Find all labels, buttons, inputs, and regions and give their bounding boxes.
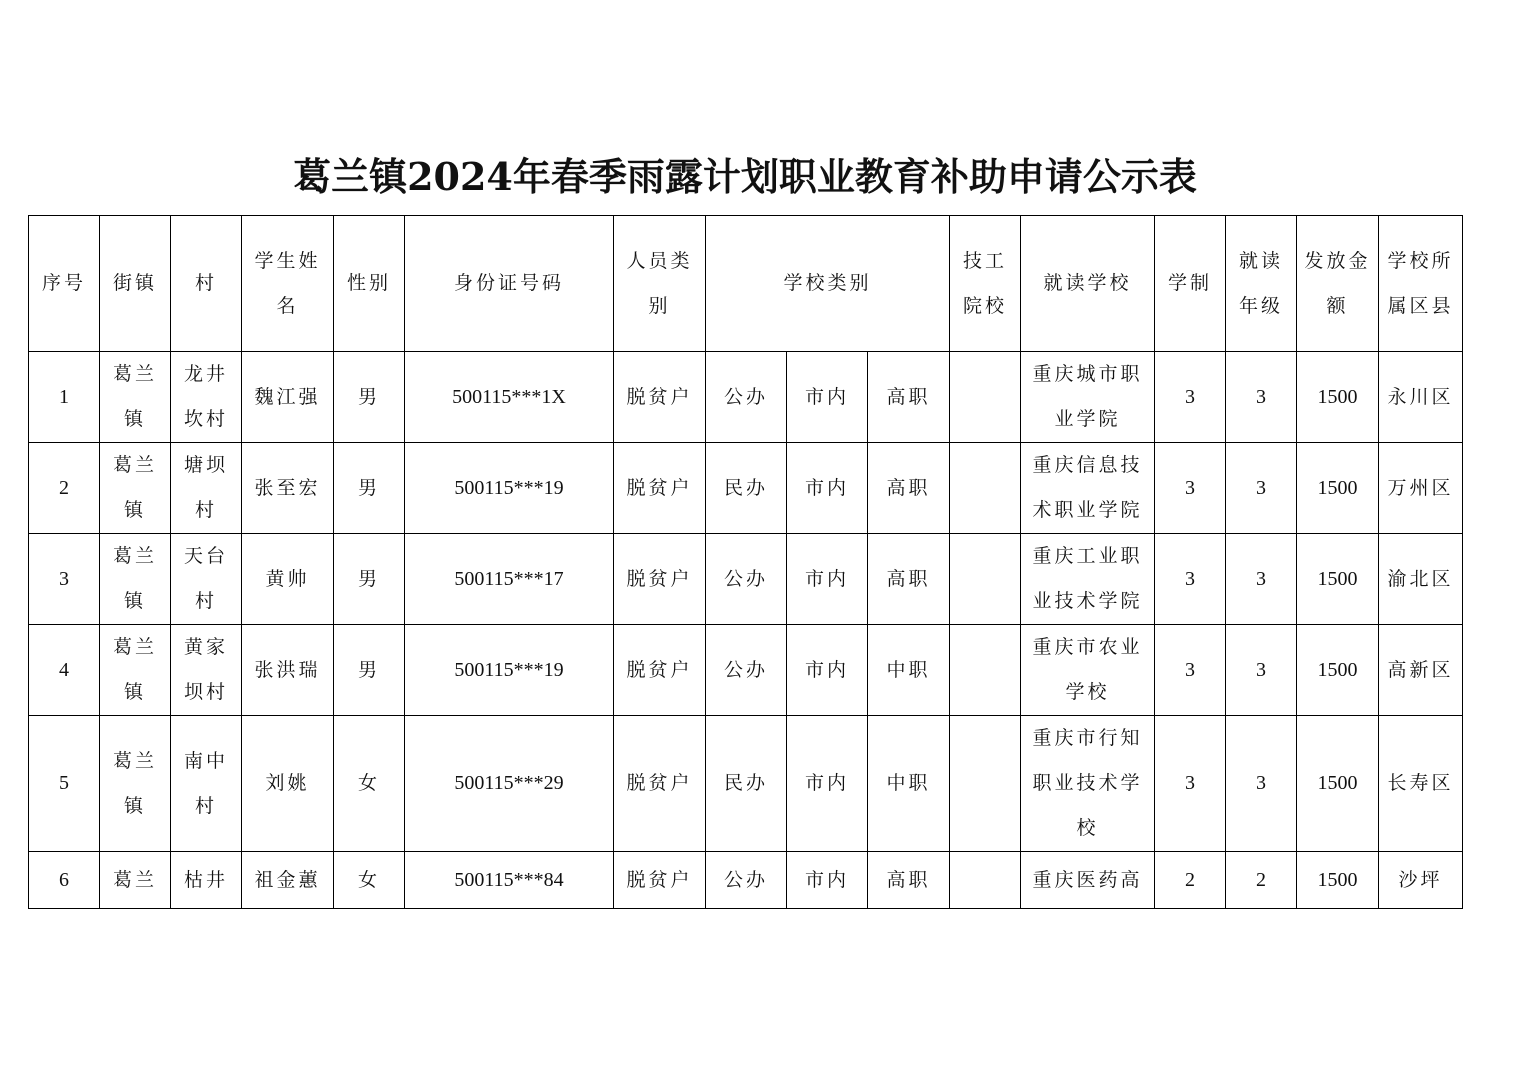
header-school-type: 学校类别 [706,216,950,352]
cell-person-type: 脱贫户 [614,352,706,443]
cell-technical [950,716,1021,852]
cell-name: 黄帅 [242,534,334,625]
cell-person-type: 脱贫户 [614,534,706,625]
cell-name: 祖金蕙 [242,852,334,909]
table-row [29,443,1463,534]
cell-gender: 女 [334,852,405,909]
cell-duration: 3 [1155,443,1226,534]
cell-ownership: 公办 [706,352,787,443]
cell-duration: 3 [1155,534,1226,625]
table-row [29,352,1463,443]
header-town: 街镇 [100,216,171,352]
cell-town: 葛兰镇 [100,443,171,534]
cell-location: 市内 [787,534,868,625]
header-amount: 发放金额 [1297,216,1379,352]
cell-grade: 3 [1226,443,1297,534]
cell-level: 高职 [868,443,950,534]
cell-town: 葛兰镇 [100,352,171,443]
cell-school: 重庆市行知职业技术学校 [1021,716,1155,852]
header-id-number: 身份证号码 [405,216,614,352]
cell-district: 高新区 [1379,625,1463,716]
header-grade: 就读年级 [1226,216,1297,352]
cell-ownership: 公办 [706,534,787,625]
cell-person-type: 脱贫户 [614,852,706,909]
cell-seq: 6 [29,852,100,909]
cell-gender: 女 [334,716,405,852]
header-student-name: 学生姓名 [242,216,334,352]
cell-duration: 2 [1155,852,1226,909]
cell-seq: 5 [29,716,100,852]
cell-village: 天台村 [171,534,242,625]
cell-town: 葛兰 [100,852,171,909]
table-row [29,534,1463,625]
table-row [29,716,1463,852]
cell-person-type: 脱贫户 [614,716,706,852]
cell-technical [950,534,1021,625]
cell-location: 市内 [787,852,868,909]
cell-location: 市内 [787,352,868,443]
cell-school: 重庆城市职业学院 [1021,352,1155,443]
cell-amount: 1500 [1297,625,1379,716]
header-row [29,216,1463,352]
subsidy-table [28,215,1463,909]
cell-school: 重庆工业职业技术学院 [1021,534,1155,625]
cell-technical [950,352,1021,443]
cell-village: 黄家坝村 [171,625,242,716]
table-row [29,625,1463,716]
header-gender: 性别 [334,216,405,352]
cell-seq: 4 [29,625,100,716]
cell-gender: 男 [334,352,405,443]
cell-school: 重庆医药高 [1021,852,1155,909]
cell-village: 南中村 [171,716,242,852]
cell-district: 长寿区 [1379,716,1463,852]
cell-amount: 1500 [1297,716,1379,852]
header-village: 村 [171,216,242,352]
cell-school: 重庆市农业学校 [1021,625,1155,716]
cell-location: 市内 [787,716,868,852]
table-row [29,852,1463,909]
cell-id: 500115***17 [405,534,614,625]
cell-grade: 3 [1226,716,1297,852]
cell-id: 500115***29 [405,716,614,852]
cell-ownership: 公办 [706,852,787,909]
cell-grade: 3 [1226,352,1297,443]
cell-seq: 2 [29,443,100,534]
cell-district: 万州区 [1379,443,1463,534]
cell-id: 500115***19 [405,443,614,534]
cell-grade: 3 [1226,625,1297,716]
cell-duration: 3 [1155,625,1226,716]
cell-location: 市内 [787,443,868,534]
header-person-type: 人员类别 [614,216,706,352]
cell-seq: 3 [29,534,100,625]
cell-level: 高职 [868,852,950,909]
cell-level: 中职 [868,625,950,716]
cell-technical [950,852,1021,909]
cell-person-type: 脱贫户 [614,443,706,534]
cell-ownership: 公办 [706,625,787,716]
cell-id: 500115***1X [405,352,614,443]
cell-district: 渝北区 [1379,534,1463,625]
cell-amount: 1500 [1297,852,1379,909]
cell-duration: 3 [1155,352,1226,443]
cell-id: 500115***84 [405,852,614,909]
cell-level: 高职 [868,352,950,443]
cell-person-type: 脱贫户 [614,625,706,716]
cell-level: 中职 [868,716,950,852]
cell-technical [950,443,1021,534]
header-seq: 序号 [29,216,100,352]
cell-district: 永川区 [1379,352,1463,443]
cell-name: 魏江强 [242,352,334,443]
cell-gender: 男 [334,443,405,534]
cell-grade: 2 [1226,852,1297,909]
cell-gender: 男 [334,625,405,716]
cell-amount: 1500 [1297,534,1379,625]
header-school: 就读学校 [1021,216,1155,352]
cell-name: 张洪瑞 [242,625,334,716]
cell-id: 500115***19 [405,625,614,716]
cell-ownership: 民办 [706,716,787,852]
page-title: 葛兰镇2024年春季雨露计划职业教育补助申请公示表 [293,154,1197,199]
cell-ownership: 民办 [706,443,787,534]
cell-gender: 男 [334,534,405,625]
cell-town: 葛兰镇 [100,625,171,716]
cell-village: 龙井坎村 [171,352,242,443]
header-technical-school: 技工院校 [950,216,1021,352]
header-duration: 学制 [1155,216,1226,352]
cell-amount: 1500 [1297,352,1379,443]
cell-seq: 1 [29,352,100,443]
cell-technical [950,625,1021,716]
cell-school: 重庆信息技术职业学院 [1021,443,1155,534]
cell-location: 市内 [787,625,868,716]
cell-amount: 1500 [1297,443,1379,534]
cell-name: 刘姚 [242,716,334,852]
cell-town: 葛兰镇 [100,534,171,625]
cell-name: 张至宏 [242,443,334,534]
cell-level: 高职 [868,534,950,625]
cell-duration: 3 [1155,716,1226,852]
cell-grade: 3 [1226,534,1297,625]
cell-village: 枯井 [171,852,242,909]
cell-district: 沙坪 [1379,852,1463,909]
cell-town: 葛兰镇 [100,716,171,852]
cell-village: 塘坝村 [171,443,242,534]
header-school-district: 学校所属区县 [1379,216,1463,352]
